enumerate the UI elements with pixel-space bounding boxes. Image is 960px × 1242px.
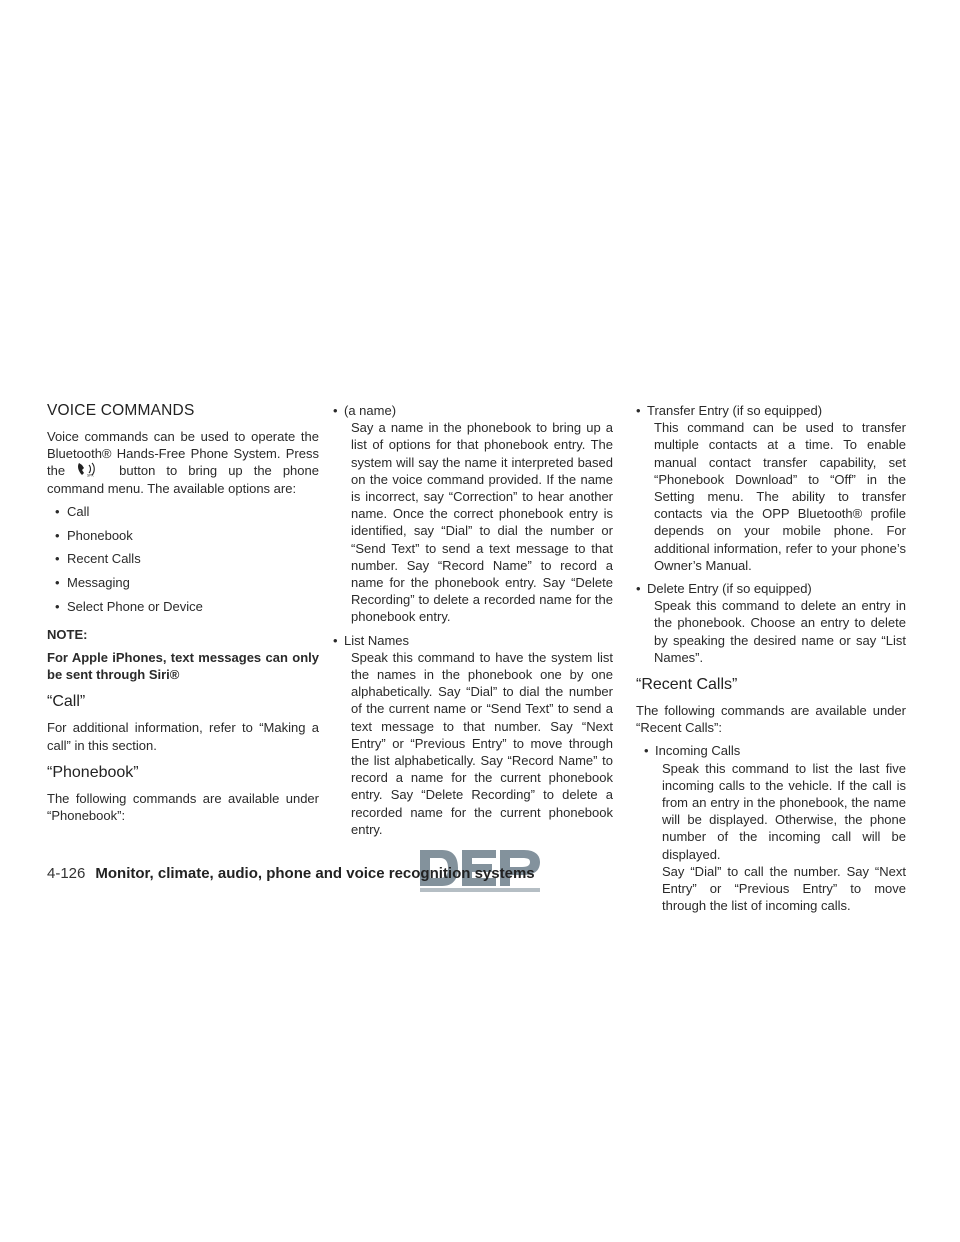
call-text: For additional information, refer to “Making a call” in this section. — [47, 720, 319, 753]
intro-text: Voice commands can be used to operate the Bluetooth® Hands-Free Phone System. Press the SPK button to bring up the phone command menu. The available options are: — [47, 429, 319, 496]
item-title: • (a name) — [344, 403, 397, 418]
recent-calls-list — [644, 742, 906, 914]
list-item — [636, 580, 906, 666]
chapter-title: Monitor, climate, audio, phone and voice recognition systems — [95, 865, 535, 882]
item-body: Speak this command to list the last five incoming calls to the vehicle. If the call is from an entry in the phonebook, the name will be displayed. Otherwise, the phone number of the incoming call will be displayed. — [662, 760, 906, 862]
svg-text:SPK: SPK — [87, 473, 94, 478]
list-item — [333, 402, 613, 626]
column-3 — [636, 402, 906, 920]
phonebook-commands-list — [333, 402, 613, 838]
press-before: Press the — [47, 446, 319, 479]
page-footer — [47, 865, 535, 882]
phonebook-heading: “Phonebook” — [47, 763, 139, 781]
page-number: 4-126 — [47, 865, 86, 882]
item-body: Say a name in the phonebook to bring up a list of options for that phonebook entry. The system will say the name it interpreted based on the voice command provided. If the name is incorrect, say “Correction” to hear another name. Once the correct phonebook entry is identified, say “Dial” to dial the number or “Send Text” to send a text message to that number. Say “Record Name” to record a name for the phonebook entry. Say “Delete Recording” to delete a recorded name for the phonebook entry. — [351, 420, 613, 625]
list-item: • Select Phone or Device — [47, 598, 319, 615]
item-title: • List Names — [344, 632, 410, 648]
recent-calls-text: The following commands are available under “Recent Calls”: — [636, 703, 906, 736]
list-item: • Call — [47, 503, 319, 520]
item-title: • Incoming Calls — [655, 743, 741, 759]
phonebook-commands-list-cont — [636, 402, 906, 666]
item-body: Speak this command to delete an entry in the phonebook. Choose an entry to delete by speaking the desired name or say “List Names”. — [654, 598, 906, 665]
item-body: Speak this command to have the system list the names in the phonebook one by one alphabetically. Say “Dial” to dial the number of the current name or “Send Text” to send a text message to that number. Say “Next Entry” or “Previous Entry” to move through the list alphabetically. Say “Record Name” to record a name for the current phonebook entry. Say “Delete Recording” to delete a recorded name for the current phonebook entry. — [351, 649, 613, 837]
item-title: • Delete Entry (if so equipped) — [647, 581, 812, 597]
list-item: • Phonebook — [47, 527, 319, 544]
list-item: • Messaging — [47, 574, 319, 591]
note-label: NOTE: — [47, 626, 88, 642]
column-1 — [47, 402, 319, 824]
call-heading: “Call” — [47, 693, 86, 711]
list-item: • Recent Calls — [47, 550, 319, 567]
phone-voice-icon — [76, 462, 108, 477]
item-title: • Transfer Entry (if so equipped) — [647, 403, 823, 418]
press-after: button to bring up the phone command menu. The available options are: — [47, 463, 319, 496]
options-list — [47, 503, 319, 615]
list-item — [644, 742, 906, 914]
note-text: For Apple iPhones, text messages can only be sent through Siri® — [47, 650, 319, 683]
phonebook-text: The following commands are available under “Phonebook”: — [47, 790, 319, 824]
item-body-2: Say “Dial” to call the number. Say “Next Entry” or “Previous Entry” to move through the list of incoming calls. — [662, 863, 906, 914]
column-2 — [333, 402, 613, 844]
item-body: This command can be used to transfer multiple contacts at a time. To enable manual contact transfer capability, set “Phonebook Download” to “Off” in the Setting menu. The ability to transfer contacts via the OPP Bluetooth® profile depends on your mobile phone. For additional information, refer to your phone’s Owner’s Manual. — [654, 420, 906, 573]
recent-calls-heading: “Recent Calls” — [636, 676, 738, 694]
list-item — [636, 402, 906, 574]
section-heading: VOICE COMMANDS — [47, 402, 195, 419]
list-item — [333, 632, 613, 838]
